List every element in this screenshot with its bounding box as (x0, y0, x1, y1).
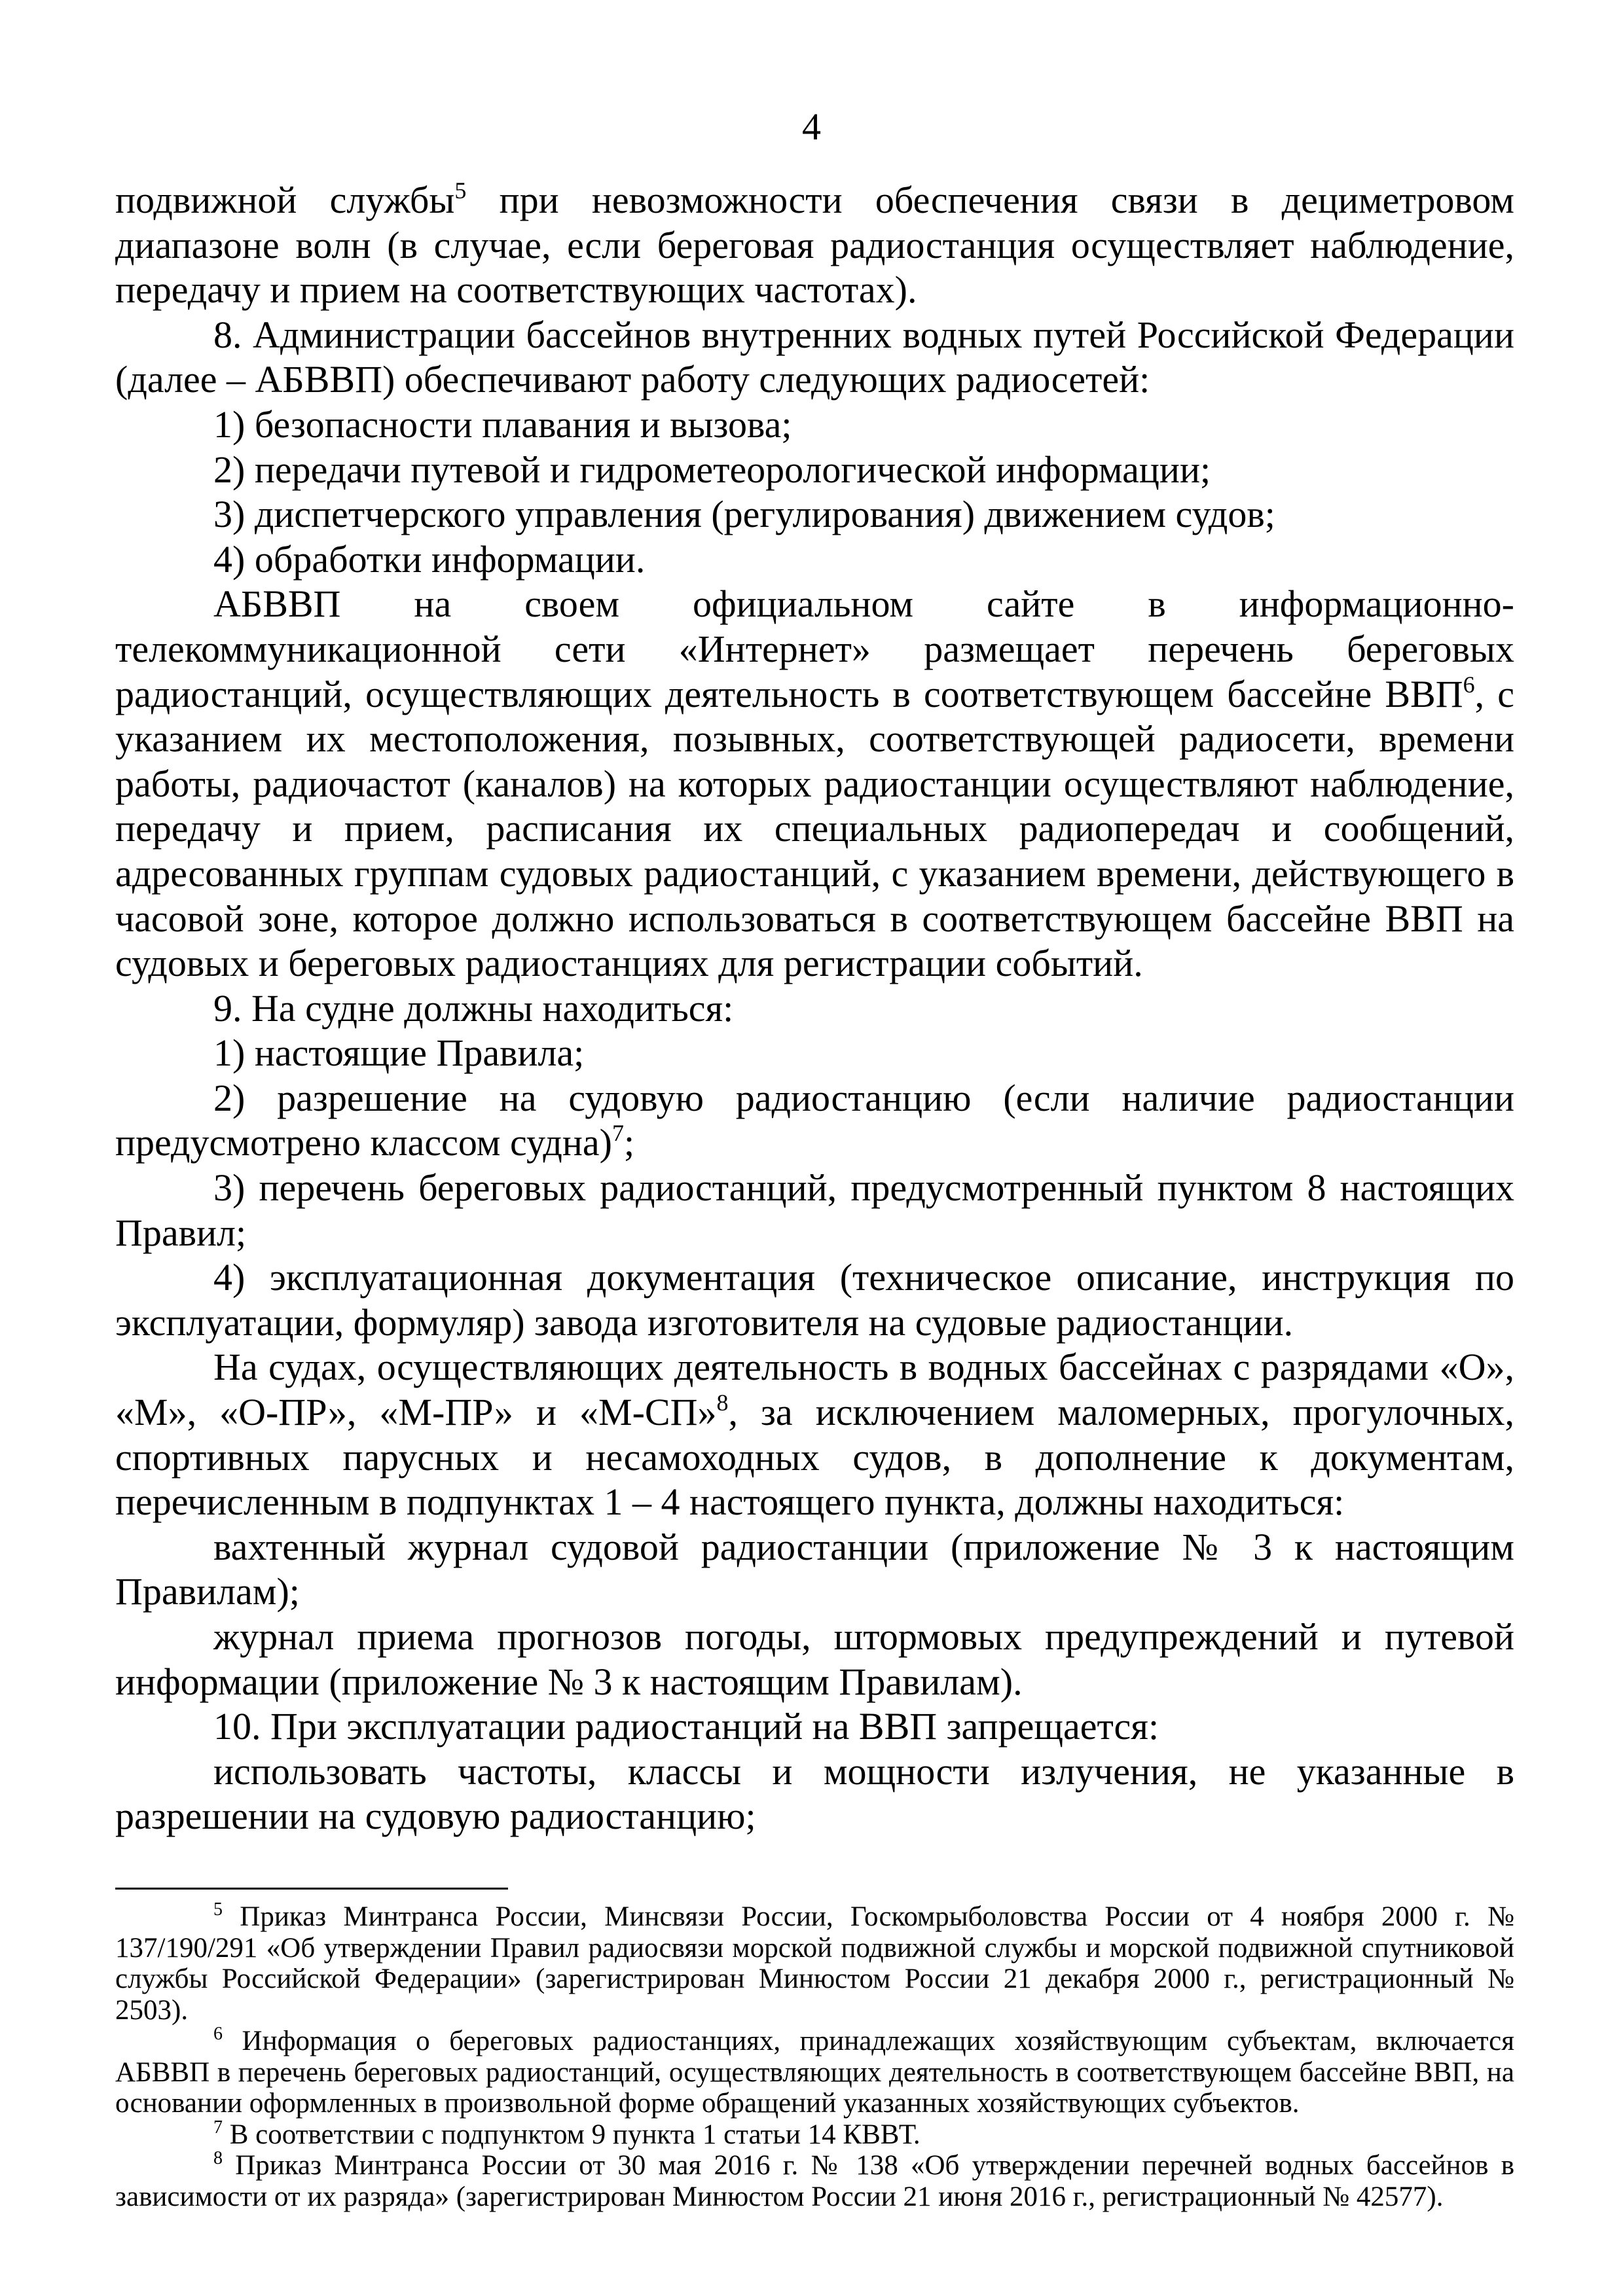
footnote-ref[interactable]: 8 (716, 1390, 729, 1416)
text: 2) разрешение на судовую радиостанцию (если наличие радиостанции предусмотрено классом судна) (115, 1076, 1514, 1164)
footnote (115, 2150, 1514, 2212)
footnote-ref[interactable]: 6 (1463, 671, 1475, 698)
list-item: 4) обработки информации. (213, 537, 646, 581)
footnote (115, 2119, 1514, 2151)
text: ; (623, 1121, 635, 1164)
page-number: 4 (802, 105, 821, 148)
footnote (115, 2026, 1514, 2119)
text: АБВВП на своем официальном сайте в информационно-телекоммуникационной сети «Интернет» размещает перечень береговых радиостанций, осуществляющих деятельность в соответствующем бассейне ВВП (115, 583, 1514, 715)
paragraph (115, 1345, 1514, 1524)
text: подвижной службы (115, 179, 455, 221)
footnote-text: Приказ Минтранса России от 30 мая 2016 г. № 138 «Об утверждении перечней водных бассейнов в зависимости от их разряда» (зарегистрирован Минюстом России 21 июня 2016 г., регистрационный № 42577). (115, 2150, 1514, 2212)
paragraph (115, 178, 1514, 313)
paragraph: использовать частоты, классы и мощности излучения, не указанные в разрешении на судовую радиостанцию; (115, 1749, 1514, 1838)
footnote-mark: 6 (213, 2024, 223, 2044)
footnote-ref[interactable]: 7 (611, 1120, 624, 1147)
paragraph: журнал приема прогнозов погоды, штормовых предупреждений и путевой информации (приложение № 3 к настоящим Правилам). (115, 1615, 1514, 1703)
list-item: 2) передачи путевой и гидрометеорологической информации; (213, 448, 1211, 491)
text: На судах, осуществляющих деятельность в водных бассейнах с разрядами «О», «М», «О-ПР», «М-ПР» и «М-СП» (115, 1346, 1514, 1434)
footnote-separator (115, 1888, 508, 1890)
list-item: 3) диспетчерского управления (регулирования) движением судов; (213, 493, 1275, 536)
paragraph (115, 582, 1514, 986)
document-body (115, 178, 1514, 1839)
footnote-mark: 7 (213, 2117, 223, 2138)
footnote-ref[interactable]: 5 (454, 177, 467, 204)
list-item: 4) эксплуатационная документация (техническое описание, инструкция по эксплуатации, формуляр) завода изготовителя на судовые радиостанции. (115, 1256, 1514, 1344)
list-item: 1) настоящие Правила; (213, 1031, 585, 1075)
text: , за исключением маломерных, прогулочных, спортивных парусных и несамоходных судов, в дополнение к документам, перечисленным в подпунктах 1 – 4 настоящего пункта, должны находиться: (115, 1391, 1515, 1524)
paragraph: 9. На судне должны находиться: (213, 986, 734, 1030)
footnote (115, 1901, 1514, 2026)
paragraph: 10. При эксплуатации радиостанций на ВВП запрещается: (213, 1705, 1159, 1748)
footnote-text: Приказ Минтранса России, Минсвязи России, Госкомрыболовства России от 4 ноября 2000 г. № 137/190/291 «Об утверждении Правил радиосвязи морской подвижной службы и морской подвижной спутниковой службы Российской Федерации» (зарегистрирован Минюстом России 21 декабря 2000 г., регистрационный № 2503). (115, 1901, 1514, 2026)
list-item: 3) перечень береговых радиостанций, предусмотренный пунктом 8 настоящих Правил; (115, 1166, 1514, 1254)
footnotes (115, 1901, 1514, 2212)
paragraph: 8. Администрации бассейнов внутренних водных путей Российской Федерации (далее – АБВВП) обеспечивают работу следующих радиосетей: (115, 313, 1514, 401)
text: при невозможности обеспечения связи в дециметровом диапазоне волн (в случае, если береговая радиостанция осуществляет наблюдение, передачу и прием на соответствующих частотах). (115, 179, 1514, 312)
list-item: 1) безопасности плавания и вызова; (213, 403, 792, 446)
paragraph: вахтенный журнал судовой радиостанции (приложение № 3 к настоящим Правилам); (115, 1525, 1514, 1613)
footnote-mark: 5 (213, 1899, 223, 1920)
footnote-text: Информация о береговых радиостанциях, принадлежащих хозяйствующим субъектам, включается АБВВП в перечень береговых радиостанций, осуществляющих деятельность в соответствующем бассейне ВВП, на основании оформленных в произвольной форме обращений указанных хозяйствующих субъектов. (115, 2026, 1514, 2119)
text: , с указанием их местоположения, позывных, соответствующей радиосети, времени работы, радиочастот (каналов) на которых радиостанции осуществляют наблюдение, передачу и прием, расписания их специальных радиопередач и сообщений, адресованных группам судовых радиостанций, с указанием времени, действующего в часовой зоне, которое должно использоваться в соответствующем бассейне ВВП на судовых и береговых радиостанциях для регистрации событий. (115, 672, 1514, 985)
footnote-text: В соответствии с подпунктом 9 пункта 1 статьи 14 КВВТ. (223, 2119, 921, 2150)
footnote-mark: 8 (213, 2148, 223, 2168)
list-item (115, 1076, 1514, 1166)
